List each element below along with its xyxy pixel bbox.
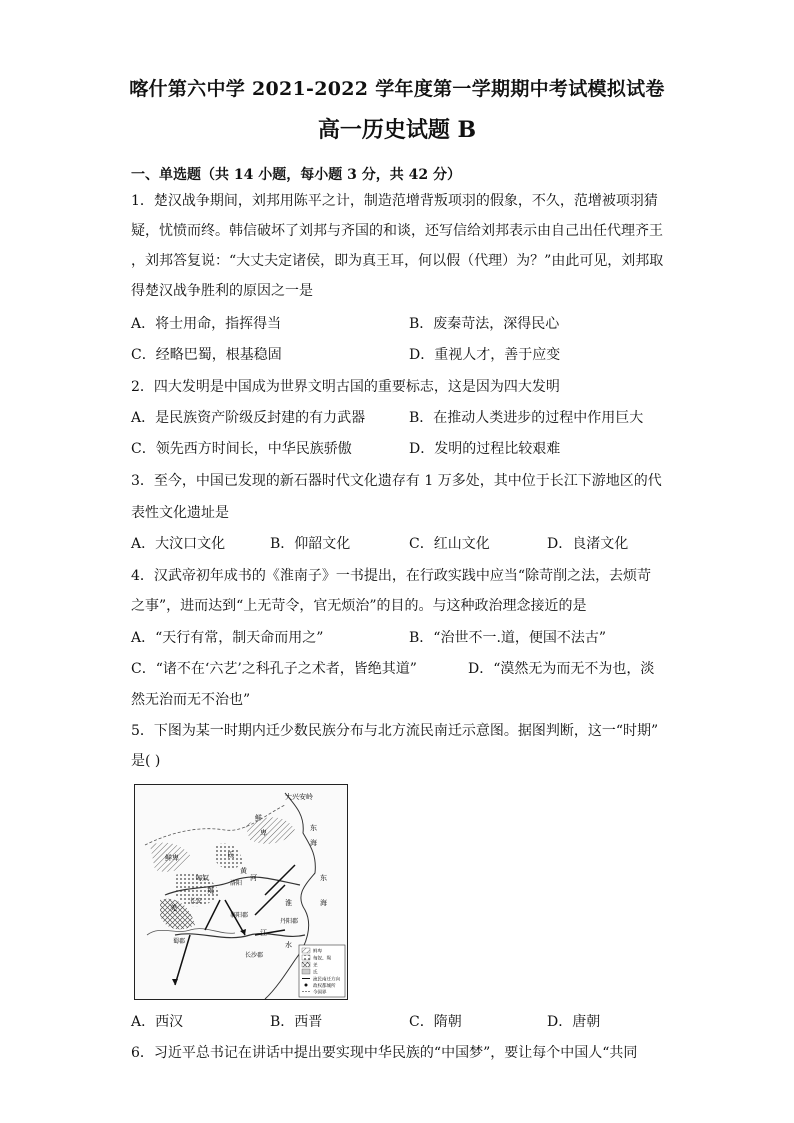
q4-option-a: A．“天行有常，制天命而用之” xyxy=(131,630,324,646)
map-label-bei: 卑 xyxy=(260,829,267,837)
map-label-jie: 羯 xyxy=(207,887,214,895)
map-label-daxinganling-1: 大兴安岭 xyxy=(285,793,313,801)
q1-option-c: C．经略巴蜀，根基稳固 xyxy=(131,347,282,363)
q3-option-a: A．大汶口文化 xyxy=(131,536,226,552)
q3-option-c: C．红山文化 xyxy=(409,536,490,552)
q2-option-b: B．在推动人类进步的过程中作用巨大 xyxy=(409,410,644,426)
legend-qiang: 羌 xyxy=(313,963,318,969)
map-label-changsha: 长沙郡 xyxy=(245,952,264,959)
xianbei-east-area xyxy=(245,817,295,844)
q4-option-c: C．“诸不在‘六艺’之科孔子之术者，皆绝其道” xyxy=(131,661,417,677)
map-label-hai-1: 海 xyxy=(310,839,317,847)
map-label-qiang: 羌 xyxy=(170,904,177,912)
q6-line-1: 6．习近平总书记在讲话中提出要实现中华民族的“中国梦”，要让每个中国人“共同 xyxy=(131,1045,638,1061)
q5-line-2: 是( ) xyxy=(131,753,161,769)
map-label-xian: 鲜 xyxy=(255,814,262,822)
q5-option-a: A．西汉 xyxy=(131,1014,184,1030)
legend-xianbei: 鲜卑 xyxy=(313,949,322,955)
q3-line-2: 表性文化遗址是 xyxy=(131,505,229,521)
map-label-dong-1: 东 xyxy=(310,824,317,832)
q1-line-2: 疑，忧愤而终。韩信破坏了刘邦与齐国的和谈，还写信给刘邦表示由自己出任代理齐王 xyxy=(131,223,663,239)
map-label-dong-2: 东 xyxy=(320,874,327,882)
q4-option-d: D．“漠然无为而无不为也，淡 xyxy=(468,661,655,677)
q3-line-1: 3．至今，中国已发现的新石器时代文化遗存有 1 万多处，其中位于长江下游地区的代 xyxy=(131,473,662,489)
map-label-di: 氐 xyxy=(227,851,234,859)
section-heading: 一、单选题（共 14 小题，每小题 3 分，共 42 分） xyxy=(131,167,461,183)
q2-option-a: A．是民族资产阶级反封建的有力武器 xyxy=(131,410,366,426)
map-label-hai-2: 海 xyxy=(320,899,327,907)
map-label-jiang: 江 xyxy=(260,929,267,937)
q5-option-d: D．唐朝 xyxy=(547,1014,601,1030)
q2-line-1: 2．四大发明是中国成为世界文明古国的重要标志，这是因为四大发明 xyxy=(131,379,560,395)
q1-option-a: A．将士用命，指挥得当 xyxy=(131,316,282,332)
q5-line-1: 5．下图为某一时期内迁少数民族分布与北方流民南迁示意图。据图判断，这一“时期” xyxy=(131,723,659,739)
migration-map xyxy=(135,785,347,999)
q4-line-2: 之事”，进而达到“上无苛令，官无烦治”的目的。与这种政治理念接近的是 xyxy=(131,598,587,614)
q4-option-b: B．“治世不一.道，便国不法古” xyxy=(409,630,607,646)
map-label-luoyang: 洛阳 xyxy=(230,880,243,887)
legend-border: 今国界 xyxy=(313,990,327,996)
map-label-shui: 水 xyxy=(285,941,292,949)
q5-option-c: C．隋朝 xyxy=(409,1014,462,1030)
legend-migration: 流民南迁方向 xyxy=(313,977,340,983)
q4-option-d-continuation: 然无治而无不治也” xyxy=(131,692,251,708)
q4-line-1: 4．汉武帝初年成书的《淮南子》一书提出，在行政实践中应当“除苛削之法，去烦苛 xyxy=(131,568,652,584)
map-label-huang: 黄 xyxy=(240,867,247,875)
q1-line-3: ，刘邦答复说：“大丈夫定诸侯，即为真王耳，何以假（代理）为？”由此可见，刘邦取 xyxy=(131,253,664,269)
map-label-danyang: 丹阳郡 xyxy=(280,918,299,925)
map-label-xiangyang: 襄阳郡 xyxy=(230,912,249,919)
q1-option-b: B．废秦苛法，深得民心 xyxy=(409,316,560,332)
legend-capital: 政权都城所 xyxy=(313,984,336,989)
q3-option-b: B．仰韶文化 xyxy=(270,536,351,552)
map-label-huai: 淮 xyxy=(285,899,292,907)
q3-option-d: D．良渚文化 xyxy=(547,536,629,552)
map-label-he: 河 xyxy=(250,874,257,882)
q1-option-d: D．重视人才，善于应变 xyxy=(409,347,561,363)
legend-di: 氐 xyxy=(313,970,318,976)
map-label-changan: 长安 xyxy=(190,898,203,905)
map-label-shujun: 蜀郡 xyxy=(173,938,186,945)
school-title: 喀什第六中学 2021-2022 学年度第一学期期中考试模拟试卷 xyxy=(129,78,665,100)
q2-option-c: C．领先西方时间长，中华民族骄傲 xyxy=(131,441,352,457)
q2-option-d: D．发明的过程比较艰难 xyxy=(409,441,561,457)
q1-line-4: 得楚汉战争胜利的原因之一是 xyxy=(131,283,313,299)
legend-xiongnu-jie: 匈奴、羯 xyxy=(313,956,331,962)
migration-map-figure xyxy=(134,784,348,1000)
map-label-xiongnu: 匈奴 xyxy=(195,874,209,882)
map-label-xianbei: 鲜卑 xyxy=(165,854,179,862)
subject-title: 高一历史试题 B xyxy=(317,117,477,143)
q5-option-b: B．西晋 xyxy=(270,1014,323,1030)
q1-line-1: 1．楚汉战争期间，刘邦用陈平之计，制造范增背叛项羽的假象，不久，范增被项羽猜 xyxy=(131,193,658,209)
